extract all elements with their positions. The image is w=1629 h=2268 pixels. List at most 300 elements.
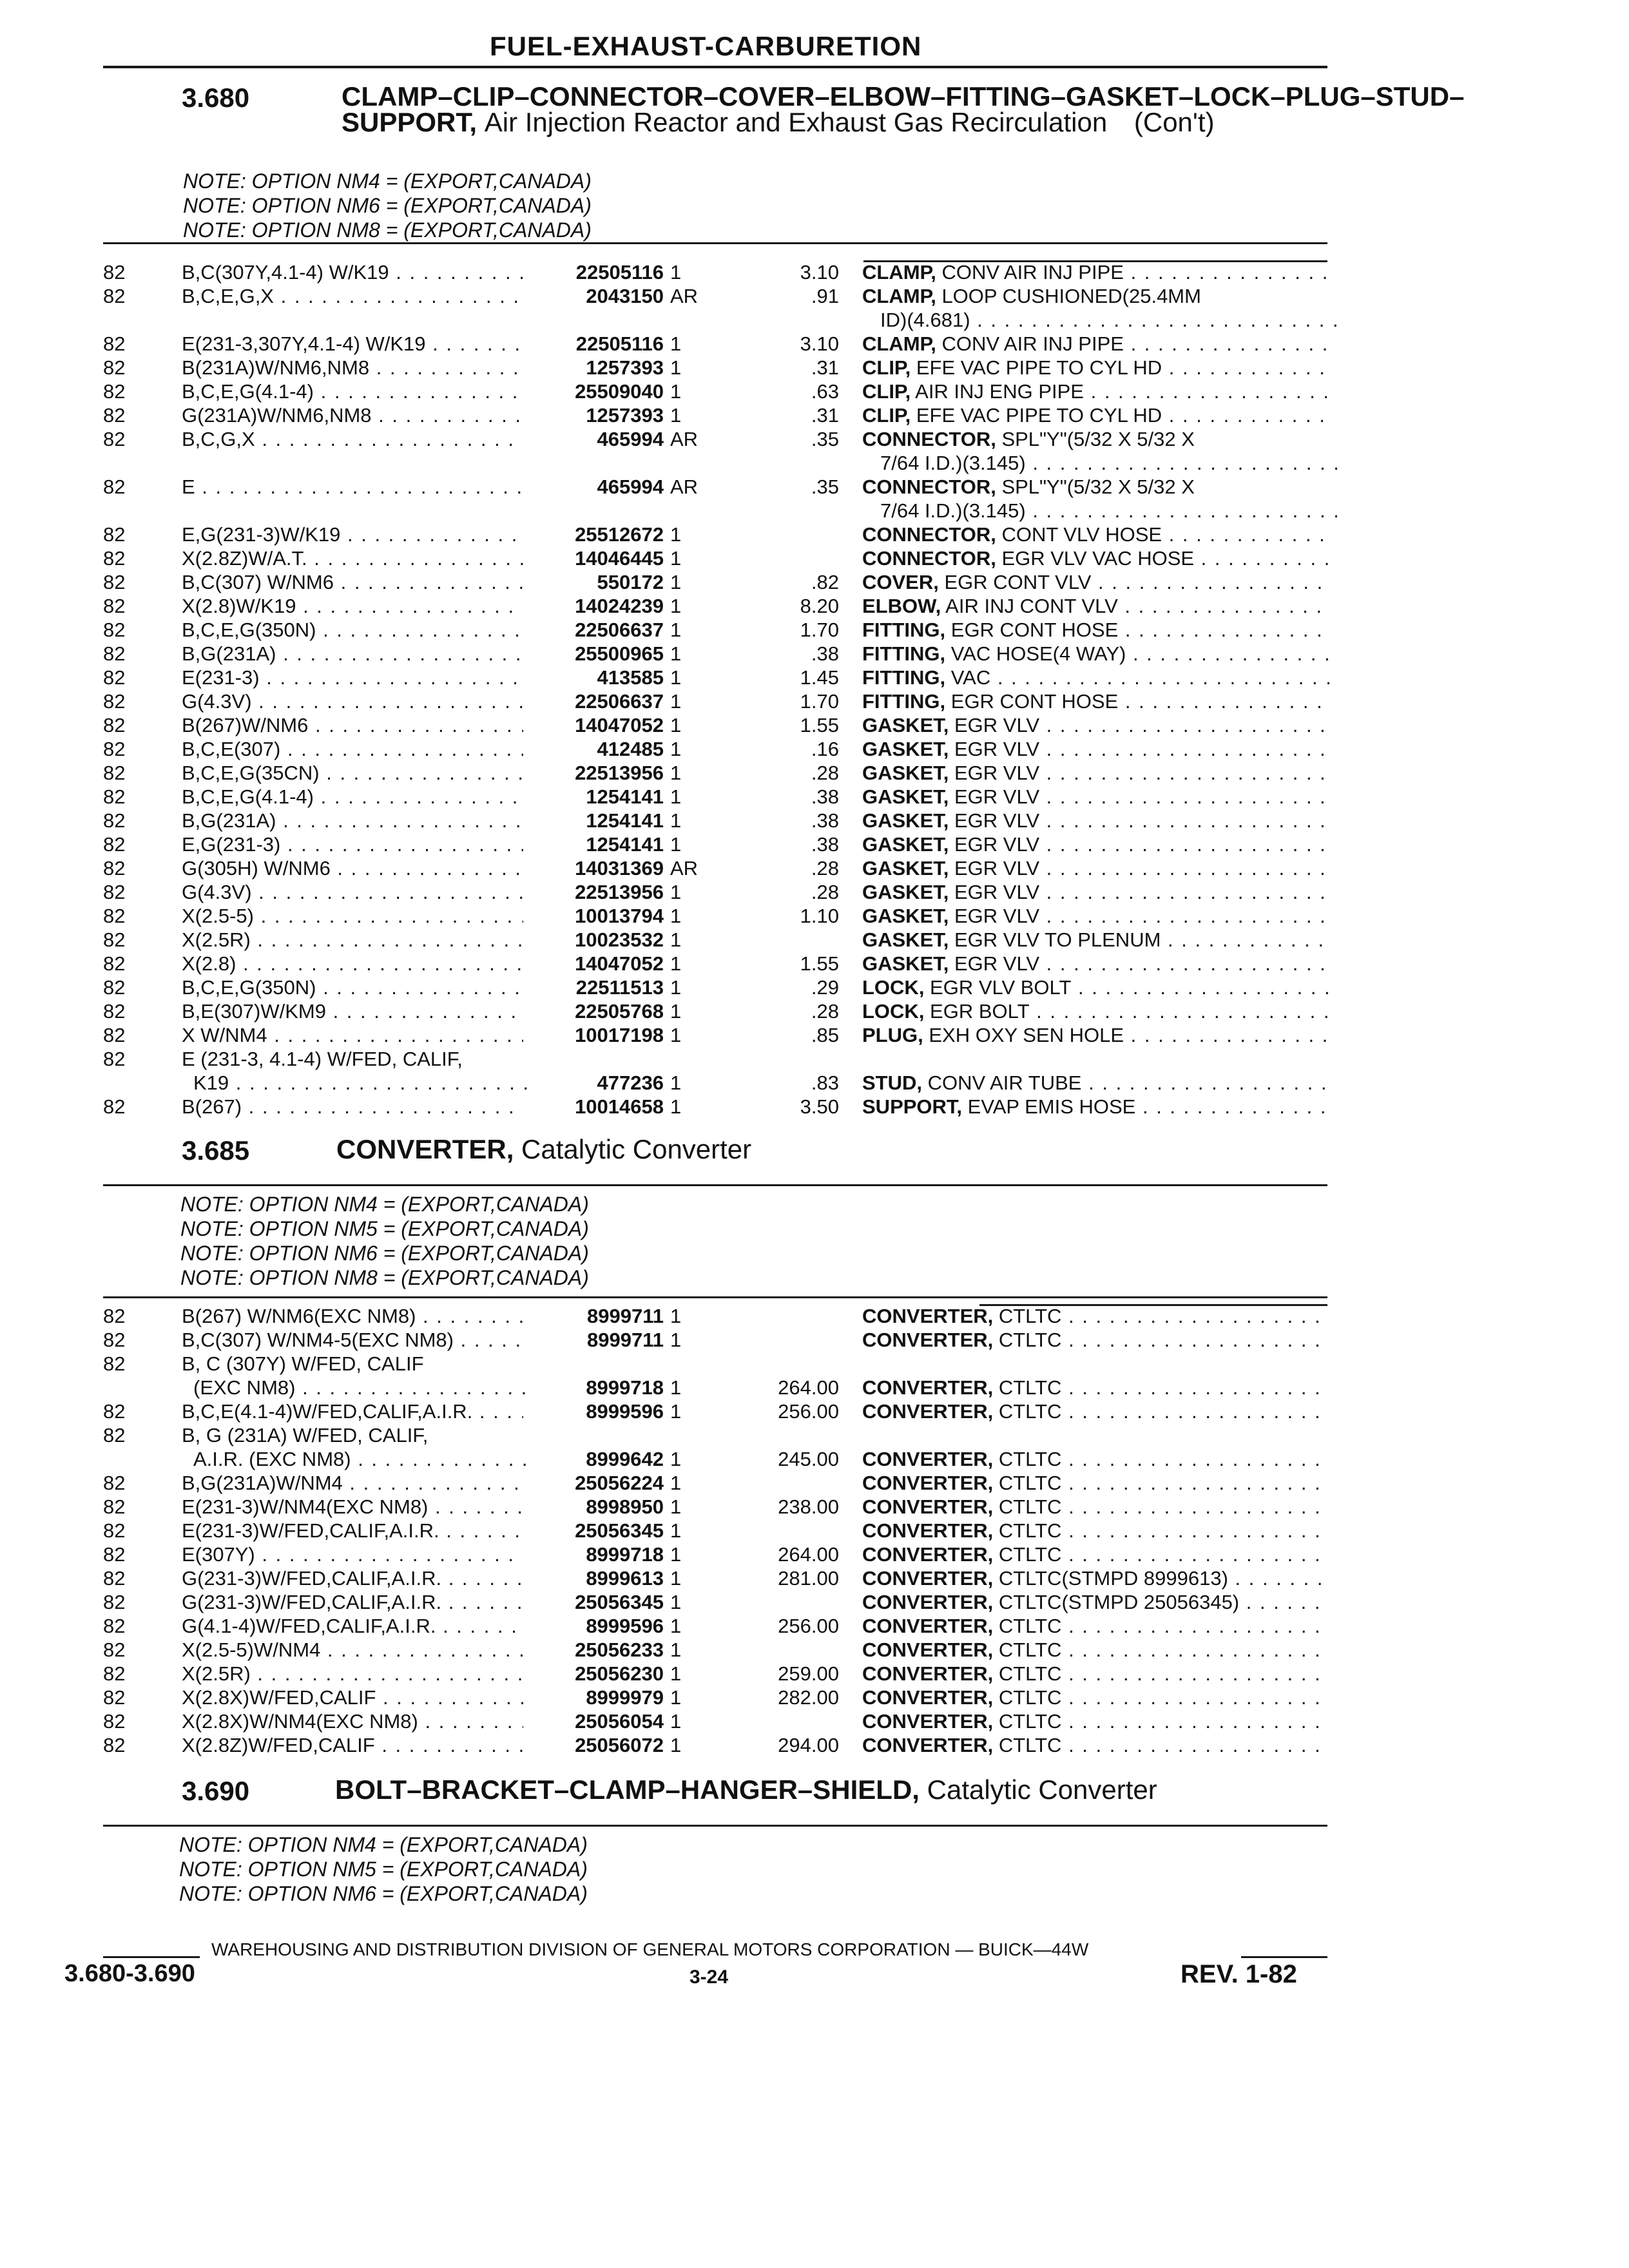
table-row: [0, 475, 1629, 499]
price: 245.00: [778, 1448, 839, 1470]
model-year: 82: [103, 285, 126, 307]
note: NOTE: OPTION NM6 = (EXPORT,CANADA): [180, 1242, 589, 1265]
table-row: [0, 1095, 1629, 1119]
description: CONVERTER, CTLTC . . .: [862, 1638, 1329, 1662]
quantity: AR: [670, 857, 699, 879]
application: X(2.8X)W/FED,CALIF . . .: [182, 1686, 523, 1709]
quantity: 1: [670, 547, 682, 570]
table-row-continuation: [0, 1447, 1629, 1471]
part-name: CONVERTER,: [862, 1591, 994, 1613]
description: GASKET, EGR VLV . . .: [862, 809, 1329, 832]
part-name: LOCK,: [862, 976, 925, 999]
part-name: SUPPORT,: [862, 1095, 963, 1118]
model-year: 82: [103, 547, 126, 570]
description: CLIP, EFE VAC PIPE TO CYL HD . . .: [862, 403, 1329, 427]
part-number: 465994: [597, 428, 664, 450]
part-number: 413585: [597, 666, 664, 689]
model-year: 82: [103, 1734, 126, 1756]
table-row-continuation: [0, 499, 1629, 523]
quantity: 1: [670, 261, 682, 284]
table-row: [0, 356, 1629, 380]
quantity: 1: [670, 881, 682, 903]
table-row: [0, 928, 1629, 952]
part-number: 22505116: [575, 261, 664, 284]
quantity: 1: [670, 1519, 682, 1542]
table-row: [0, 1047, 1629, 1071]
description: CONVERTER, CTLTC . . .: [862, 1686, 1329, 1709]
model-year: 82: [103, 881, 126, 903]
description-continued: 7/64 I.D.)(3.145) . . .: [880, 451, 1347, 475]
description: CONVERTER, CTLTC . . .: [862, 1304, 1329, 1328]
price: 281.00: [778, 1567, 839, 1590]
part-number: 22513956: [575, 881, 664, 903]
quantity: 1: [670, 952, 682, 975]
part-number: 22505768: [575, 1000, 664, 1023]
quantity: 1: [670, 642, 682, 665]
application: G(231A)W/NM6,NM8 . . .: [182, 403, 523, 427]
table-top-rule: [103, 242, 1327, 244]
application: B(267)W/NM6 . . .: [182, 713, 523, 737]
model-year: 82: [103, 1543, 126, 1566]
price: .82: [811, 571, 839, 593]
part-number: 14031369: [575, 857, 664, 879]
note: NOTE: OPTION NM6 = (EXPORT,CANADA): [183, 194, 592, 217]
section-title: [336, 1134, 1541, 1164]
table-row: [0, 880, 1629, 904]
price: 1.70: [800, 690, 839, 713]
part-name: CONNECTOR,: [862, 523, 996, 546]
description: CONVERTER, CTLTC . . .: [862, 1662, 1329, 1686]
price: 282.00: [778, 1686, 839, 1709]
section-number: 3.685: [182, 1135, 250, 1166]
quantity: 1: [670, 666, 682, 689]
part-number: 10014658: [575, 1095, 664, 1118]
description: CONVERTER, CTLTC . . .: [862, 1733, 1329, 1757]
table-row: [0, 761, 1629, 785]
application: X(2.5R) . . .: [182, 1662, 523, 1686]
section-title: [335, 1774, 1540, 1805]
part-name: CLIP,: [862, 356, 911, 379]
section-notes: [179, 1832, 588, 1906]
section-notes: [183, 169, 592, 242]
model-year: 82: [103, 1424, 126, 1446]
model-year: 82: [103, 905, 126, 927]
quantity: 1: [670, 1095, 682, 1118]
part-number: 10017198: [575, 1024, 664, 1046]
model-year: 82: [103, 666, 126, 689]
part-name: CONVERTER,: [862, 1662, 994, 1685]
description: CONNECTOR, SPL"Y"(5/32 X 5/32 X: [862, 476, 1195, 498]
price: .28: [811, 762, 839, 784]
model-year: 82: [103, 428, 126, 450]
table-row: [0, 403, 1629, 427]
quantity: 1: [670, 1734, 682, 1756]
part-number: 8999979: [586, 1686, 664, 1709]
application: B(267) W/NM6(EXC NM8) . . .: [182, 1304, 523, 1328]
page-title: FUEL-EXHAUST-CARBURETION: [490, 31, 922, 61]
note: NOTE: OPTION NM4 = (EXPORT,CANADA): [183, 169, 592, 193]
description: CONVERTER, CTLTC . . .: [862, 1542, 1329, 1566]
footer-rule-right: [1241, 1956, 1327, 1958]
quantity: 1: [670, 1662, 682, 1685]
quantity: 1: [670, 619, 682, 641]
description: CONVERTER, CTLTC . . .: [862, 1495, 1329, 1519]
application: X(2.8)W/K19 . . .: [182, 594, 523, 618]
description: CLAMP, CONV AIR INJ PIPE . . .: [862, 260, 1329, 284]
part-number: 10013794: [575, 905, 664, 927]
part-number: 22505116: [575, 332, 664, 355]
table-row: [0, 546, 1629, 570]
table-row: [0, 1399, 1629, 1423]
table-row: [0, 666, 1629, 689]
price: 1.45: [800, 666, 839, 689]
price: .31: [811, 356, 839, 379]
description: CLAMP, LOOP CUSHIONED(25.4MM: [862, 285, 1201, 307]
price: 3.10: [800, 332, 839, 355]
table-row: [0, 1519, 1629, 1542]
application: X(2.8) . . .: [182, 952, 523, 975]
table-row: [0, 1304, 1629, 1328]
part-number: 14047052: [575, 952, 664, 975]
table-row: [0, 1423, 1629, 1447]
quantity: 1: [670, 1376, 682, 1399]
part-number: 1254141: [586, 833, 664, 856]
note: NOTE: OPTION NM8 = (EXPORT,CANADA): [183, 218, 592, 242]
quantity: 1: [670, 1400, 682, 1423]
application: B, C (307Y) W/FED, CALIF: [182, 1352, 424, 1375]
footer-publisher: WAREHOUSING AND DISTRIBUTION DIVISION OF GENERAL MOTORS CORPORATION — BUICK—44W: [211, 1939, 1089, 1959]
table-row: [0, 1590, 1629, 1614]
table-row: [0, 952, 1629, 975]
section-number: 3.690: [182, 1776, 250, 1806]
description: CONVERTER, CTLTC . . .: [862, 1328, 1329, 1352]
description: FITTING, VAC HOSE(4 WAY) . . .: [862, 642, 1329, 666]
quantity: 1: [670, 332, 682, 355]
part-name: CONVERTER,: [862, 1543, 994, 1566]
description: CONNECTOR, SPL"Y"(5/32 X 5/32 X: [862, 428, 1195, 450]
part-name: CONNECTOR,: [862, 547, 996, 570]
price: 1.10: [800, 905, 839, 927]
application-continued: K19 . . .: [193, 1071, 535, 1095]
model-year: 82: [103, 1591, 126, 1613]
part-number: 412485: [597, 738, 664, 760]
part-name: CONVERTER,: [862, 1329, 994, 1351]
part-name: CONVERTER,: [862, 1519, 994, 1542]
application-continued: (EXC NM8) . . .: [193, 1376, 535, 1399]
application: E(307Y) . . .: [182, 1542, 523, 1566]
application: G(4.1-4)W/FED,CALIF,A.I.R. . . .: [182, 1614, 523, 1638]
application: X(2.5-5) . . .: [182, 904, 523, 928]
application: B,C(307) W/NM6 . . .: [182, 570, 523, 594]
section-title-cont: (Con't): [1133, 107, 1215, 137]
application: G(305H) W/NM6 . . .: [182, 856, 523, 880]
table-row: [0, 1709, 1629, 1733]
table-top-rule: [103, 1296, 1327, 1298]
part-number: 1257393: [586, 404, 664, 427]
model-year: 82: [103, 785, 126, 808]
model-year: 82: [103, 762, 126, 784]
part-number: 550172: [597, 571, 664, 593]
description: FITTING, EGR CONT HOSE . . .: [862, 689, 1329, 713]
part-number: 2043150: [586, 285, 664, 307]
quantity: 1: [670, 1543, 682, 1566]
table-row: [0, 1542, 1629, 1566]
model-year: 82: [103, 809, 126, 832]
description: GASKET, EGR VLV . . .: [862, 880, 1329, 904]
part-name: GASKET,: [862, 738, 949, 760]
description: GASKET, EGR VLV . . .: [862, 856, 1329, 880]
description: GASKET, EGR VLV . . .: [862, 832, 1329, 856]
description: CONVERTER, CTLTC . . .: [862, 1399, 1329, 1423]
header-rule: [103, 66, 1327, 68]
table-row: [0, 427, 1629, 451]
part-name: CONNECTOR,: [862, 428, 996, 450]
description: CLIP, AIR INJ ENG PIPE . . .: [862, 380, 1329, 403]
section-title-rest: Air Injection Reactor and Exhaust Gas Recirculation: [484, 107, 1108, 137]
price: 264.00: [778, 1543, 839, 1566]
description: LOCK, EGR BOLT . . .: [862, 999, 1329, 1023]
application: B,C,G,X . . .: [182, 427, 523, 451]
application: X(2.5-5)W/NM4 . . .: [182, 1638, 523, 1662]
part-number: 22506637: [575, 690, 664, 713]
description: GASKET, EGR VLV . . .: [862, 952, 1329, 975]
part-number: 8999718: [586, 1543, 664, 1566]
part-number: 465994: [597, 476, 664, 498]
price: 256.00: [778, 1400, 839, 1423]
description: FITTING, VAC . . .: [862, 666, 1329, 689]
table-row: [0, 832, 1629, 856]
model-year: 82: [103, 833, 126, 856]
note: NOTE: OPTION NM5 = (EXPORT,CANADA): [180, 1217, 589, 1240]
model-year: 82: [103, 952, 126, 975]
application: G(4.3V) . . .: [182, 689, 523, 713]
table-row: [0, 380, 1629, 403]
model-year: 82: [103, 332, 126, 355]
part-number: 8999642: [586, 1448, 664, 1470]
note: NOTE: OPTION NM8 = (EXPORT,CANADA): [180, 1266, 589, 1289]
part-number: 25509040: [575, 380, 664, 403]
part-name: CLAMP,: [862, 261, 936, 284]
part-number: 8999718: [586, 1376, 664, 1399]
model-year: 82: [103, 476, 126, 498]
price: 294.00: [778, 1734, 839, 1756]
part-name: GASKET,: [862, 809, 949, 832]
part-name: GASKET,: [862, 952, 949, 975]
model-year: 82: [103, 404, 126, 427]
quantity: 1: [670, 1329, 682, 1351]
part-number: 477236: [597, 1072, 664, 1094]
description: LOCK, EGR VLV BOLT . . .: [862, 975, 1329, 999]
price: .38: [811, 833, 839, 856]
quantity: 1: [670, 1472, 682, 1494]
table-row-continuation: [0, 1376, 1629, 1399]
model-year: 82: [103, 1024, 126, 1046]
application: B,C,E,G(350N) . . .: [182, 975, 523, 999]
table-row: [0, 570, 1629, 594]
part-number: 8999711: [587, 1305, 664, 1327]
model-year: 82: [103, 690, 126, 713]
application: G(4.3V) . . .: [182, 880, 523, 904]
application: B, G (231A) W/FED, CALIF,: [182, 1424, 429, 1446]
table-row: [0, 713, 1629, 737]
part-name: CONVERTER,: [862, 1639, 994, 1661]
table-row: [0, 904, 1629, 928]
model-year: 82: [103, 595, 126, 617]
description-continued: 7/64 I.D.)(3.145) . . .: [880, 499, 1347, 523]
model-year: 82: [103, 1400, 126, 1423]
table-row: [0, 737, 1629, 761]
table-row: [0, 785, 1629, 809]
part-name: COVER,: [862, 571, 939, 593]
section-title-rest: Catalytic Converter: [521, 1134, 752, 1164]
model-year: 82: [103, 1686, 126, 1709]
part-name: GASKET,: [862, 857, 949, 879]
description: GASKET, EGR VLV TO PLENUM . . .: [862, 928, 1329, 952]
description: STUD, CONV AIR TUBE . . .: [862, 1071, 1329, 1095]
model-year: 82: [103, 1639, 126, 1661]
model-year: 82: [103, 1710, 126, 1733]
description: SUPPORT, EVAP EMIS HOSE . . .: [862, 1095, 1329, 1119]
quantity: 1: [670, 1000, 682, 1023]
description: CONNECTOR, CONT VLV HOSE . . .: [862, 523, 1329, 546]
part-name: CLIP,: [862, 380, 911, 403]
part-name: CONVERTER,: [862, 1615, 994, 1637]
table-row: [0, 284, 1629, 308]
table-row: [0, 618, 1629, 642]
model-year: 82: [103, 1352, 126, 1375]
part-name: FITTING,: [862, 619, 946, 641]
application: B,C,E,G,X . . .: [182, 284, 523, 308]
table-row: [0, 999, 1629, 1023]
part-name: GASKET,: [862, 905, 949, 927]
price: .28: [811, 857, 839, 879]
model-year: 82: [103, 523, 126, 546]
part-number: 8999613: [586, 1567, 664, 1590]
part-number: 14047052: [575, 714, 664, 736]
description: CONVERTER, CTLTC . . .: [862, 1447, 1329, 1471]
application: E(231-3) . . .: [182, 666, 523, 689]
part-name: CONVERTER,: [862, 1400, 994, 1423]
price: .16: [811, 738, 839, 760]
model-year: 82: [103, 380, 126, 403]
quantity: 1: [670, 1639, 682, 1661]
quantity: 1: [670, 1024, 682, 1046]
model-year: 82: [103, 1329, 126, 1351]
application: B,E(307)W/KM9 . . .: [182, 999, 523, 1023]
part-number: 14024239: [575, 595, 664, 617]
model-year: 82: [103, 1495, 126, 1518]
table-row: [0, 1023, 1629, 1047]
model-year: 82: [103, 976, 126, 999]
price: 3.50: [800, 1095, 839, 1118]
model-year: 82: [103, 1472, 126, 1494]
quantity: 1: [670, 1686, 682, 1709]
price: .63: [811, 380, 839, 403]
part-name: GASKET,: [862, 928, 949, 951]
part-name: CONVERTER,: [862, 1376, 994, 1399]
price: .38: [811, 809, 839, 832]
quantity: 1: [670, 1495, 682, 1518]
table-row: [0, 260, 1629, 284]
quantity: 1: [670, 738, 682, 760]
model-year: 82: [103, 857, 126, 879]
part-name: CLAMP,: [862, 332, 936, 355]
note: NOTE: OPTION NM4 = (EXPORT,CANADA): [179, 1833, 588, 1856]
part-name: CONVERTER,: [862, 1472, 994, 1494]
description: GASKET, EGR VLV . . .: [862, 737, 1329, 761]
part-number: 25500965: [575, 642, 664, 665]
part-name: CONVERTER,: [862, 1448, 994, 1470]
part-name: GASKET,: [862, 785, 949, 808]
model-year: 82: [103, 1095, 126, 1118]
part-name: CLIP,: [862, 404, 911, 427]
description-continued: ID)(4.681) . . .: [880, 308, 1347, 332]
quantity: 1: [670, 1567, 682, 1590]
part-name: CONVERTER,: [862, 1710, 994, 1733]
section-title-bold: BOLT–BRACKET–CLAMP–HANGER–SHIELD,: [335, 1774, 920, 1805]
part-number: 22513956: [575, 762, 664, 784]
model-year: 82: [103, 738, 126, 760]
application: X(2.5R) . . .: [182, 928, 523, 952]
application: X(2.8X)W/NM4(EXC NM8) . . .: [182, 1709, 523, 1733]
part-number: 8999596: [586, 1400, 664, 1423]
application: B,G(231A) . . .: [182, 809, 523, 832]
application: G(231-3)W/FED,CALIF,A.I.R. . . .: [182, 1590, 523, 1614]
model-year: 82: [103, 642, 126, 665]
table-row: [0, 1614, 1629, 1638]
price: .28: [811, 1000, 839, 1023]
table-row: [0, 523, 1629, 546]
table-row-continuation: [0, 308, 1629, 332]
table-row: [0, 594, 1629, 618]
description: CLIP, EFE VAC PIPE TO CYL HD . . .: [862, 356, 1329, 380]
part-number: 10023532: [575, 928, 664, 951]
price: .35: [811, 476, 839, 498]
price: 1.55: [800, 714, 839, 736]
table-row: [0, 1471, 1629, 1495]
section-title-rest: Catalytic Converter: [927, 1774, 1157, 1805]
footer-rule-left: [103, 1956, 200, 1958]
price: 3.10: [800, 261, 839, 284]
model-year: 82: [103, 1519, 126, 1542]
quantity: 1: [670, 714, 682, 736]
application: B,G(231A)W/NM4 . . .: [182, 1471, 523, 1495]
model-year: 82: [103, 1615, 126, 1637]
description: CONNECTOR, EGR VLV VAC HOSE . . .: [862, 546, 1329, 570]
description: CONVERTER, CTLTC . . .: [862, 1376, 1329, 1399]
description: CLAMP, CONV AIR INJ PIPE . . .: [862, 332, 1329, 356]
section-notes: [180, 1192, 589, 1290]
price: .38: [811, 785, 839, 808]
price: .91: [811, 285, 839, 307]
part-number: 25056054: [575, 1710, 664, 1733]
application: E (231-3, 4.1-4) W/FED, CALIF,: [182, 1048, 463, 1070]
table-row: [0, 1686, 1629, 1709]
description: GASKET, EGR VLV . . .: [862, 761, 1329, 785]
description: GASKET, EGR VLV . . .: [862, 785, 1329, 809]
footer-revision: REV. 1-82: [1181, 1960, 1297, 1988]
application: E(231-3)W/FED,CALIF,A.I.R. . . .: [182, 1519, 523, 1542]
table-row-continuation: [0, 1071, 1629, 1095]
quantity: 1: [670, 380, 682, 403]
part-number: 8999711: [587, 1329, 664, 1351]
part-number: 25056224: [575, 1472, 664, 1494]
part-number: 25056345: [575, 1519, 664, 1542]
description: GASKET, EGR VLV . . .: [862, 713, 1329, 737]
application: B,C,E,G(4.1-4) . . .: [182, 380, 523, 403]
part-name: CLAMP,: [862, 285, 936, 307]
description: CONVERTER, CTLTC . . .: [862, 1519, 1329, 1542]
